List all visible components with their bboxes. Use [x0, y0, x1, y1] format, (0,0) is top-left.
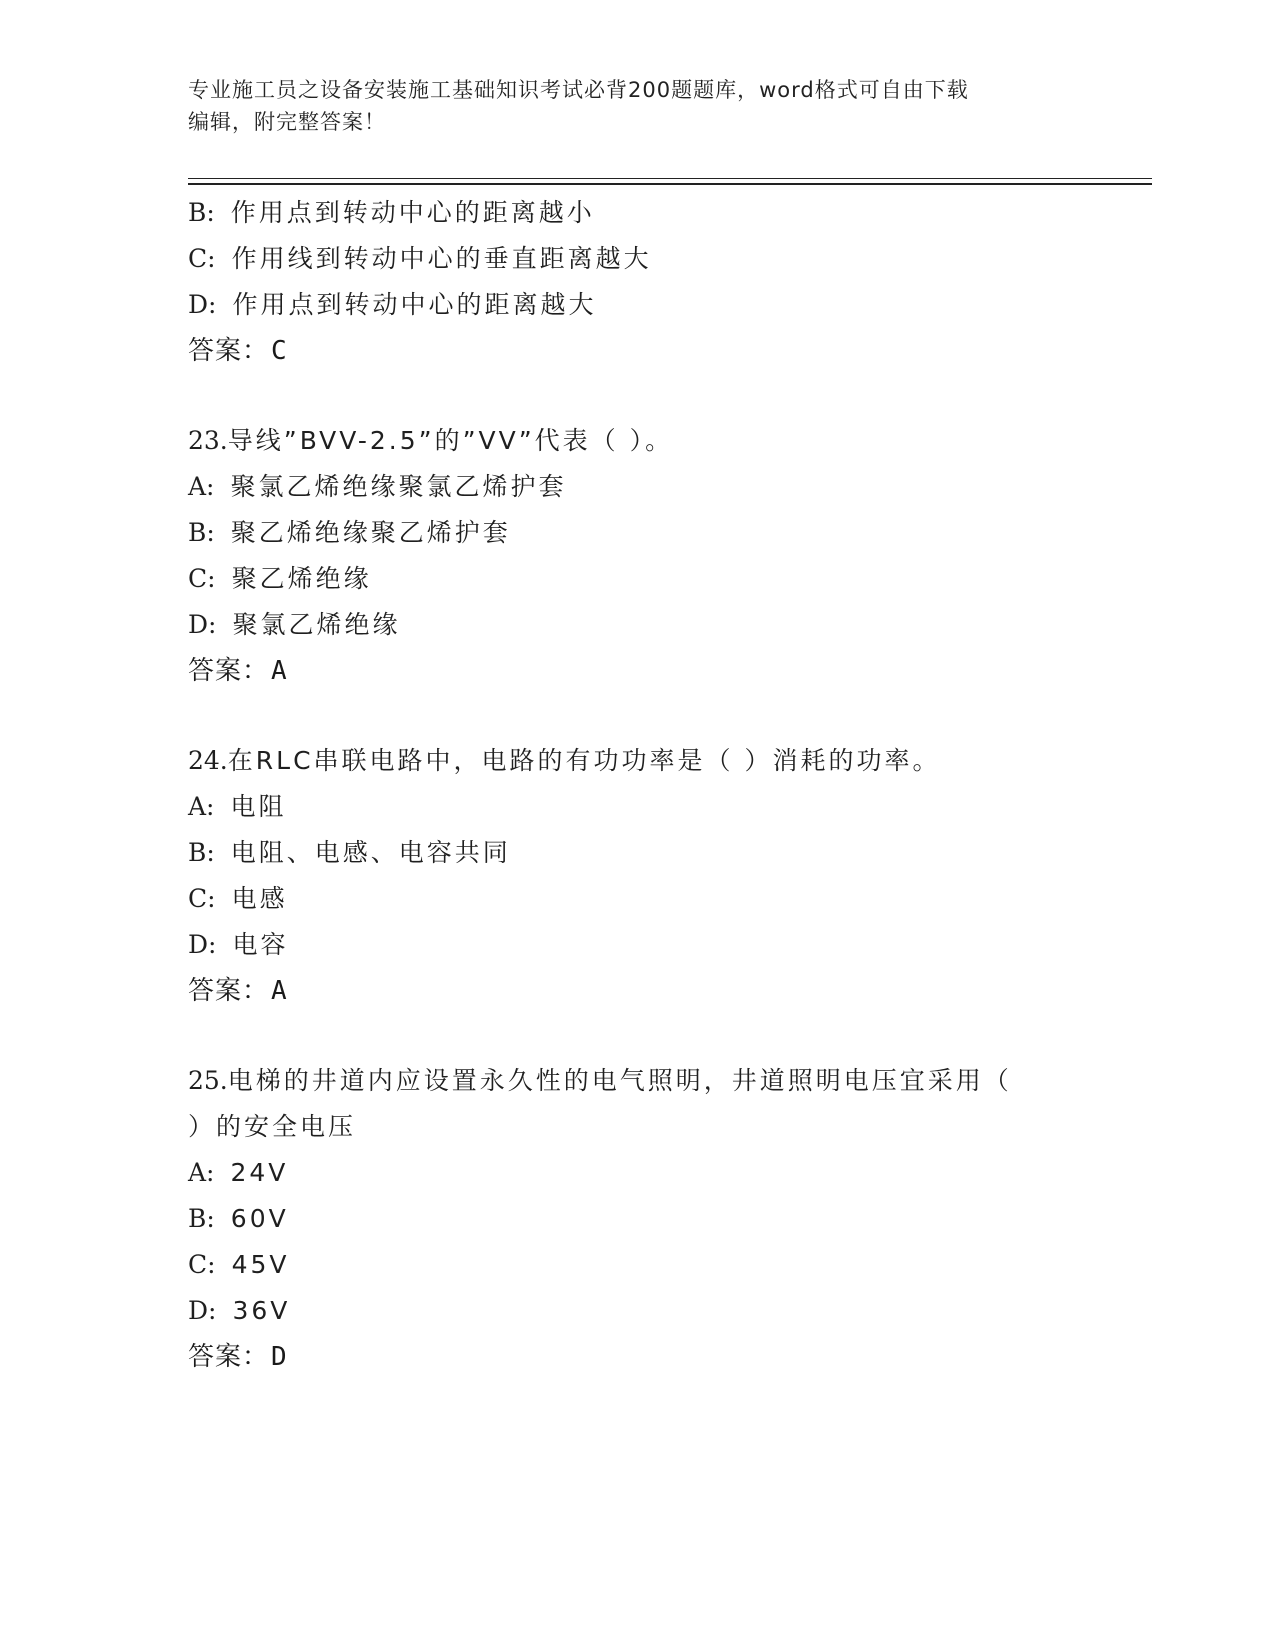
option-label: D:: [188, 290, 217, 319]
answer-value: A: [271, 976, 288, 1006]
question-text: [188, 738, 1148, 784]
option-b: [188, 510, 1148, 556]
answer-label: 答案：: [188, 1342, 270, 1372]
answer-line: [188, 648, 1148, 694]
question-text: [188, 1058, 1148, 1104]
option-text: 电容: [232, 930, 289, 959]
option-c: [188, 236, 1148, 282]
question-text-continued: ）的安全电压: [188, 1112, 357, 1141]
option-label: D:: [188, 930, 217, 959]
answer-value: D: [271, 1342, 288, 1372]
header-line-2: 编辑，附完整答案！: [188, 110, 386, 134]
question-25: [188, 1058, 1148, 1380]
option-a: [188, 784, 1148, 830]
spacer: [188, 694, 1148, 738]
option-label: B:: [188, 1204, 215, 1233]
option-d: [188, 282, 1148, 328]
question-number: 25.: [188, 1066, 228, 1095]
option-text: 45V: [231, 1250, 290, 1279]
option-d: [188, 602, 1148, 648]
option-text: 电阻: [230, 792, 287, 821]
option-text: 电感: [231, 884, 288, 913]
option-label: A:: [188, 472, 215, 501]
option-label: C:: [188, 244, 216, 273]
option-b: [188, 1196, 1148, 1242]
option-text: 作用线到转动中心的垂直距离越大: [231, 244, 652, 273]
answer-line: [188, 1334, 1148, 1380]
option-text: 作用点到转动中心的距离越小: [230, 198, 595, 227]
option-c: [188, 1242, 1148, 1288]
option-label: D:: [188, 610, 217, 639]
question-22-continued: [188, 190, 1148, 374]
option-b: [188, 190, 1148, 236]
answer-value: C: [271, 336, 288, 366]
option-label: A:: [188, 1158, 215, 1187]
question-number: 23.: [188, 426, 228, 455]
option-label: B:: [188, 198, 215, 227]
question-stem: 电梯的井道内应设置永久性的电气照明，井道照明电压宜采用（: [227, 1066, 1012, 1095]
option-label: B:: [188, 518, 215, 547]
document-header: [188, 74, 1088, 138]
option-label: D:: [188, 1296, 217, 1325]
option-text: 聚乙烯绝缘: [231, 564, 372, 593]
option-label: B:: [188, 838, 215, 867]
option-text: 聚乙烯绝缘聚乙烯护套: [230, 518, 511, 547]
spacer: [188, 374, 1148, 418]
option-d: [188, 922, 1148, 968]
answer-label: 答案：: [188, 336, 270, 366]
header-divider-thin: [188, 178, 1152, 179]
option-text: 36V: [232, 1296, 291, 1325]
answer-line: [188, 968, 1148, 1014]
answer-line: [188, 328, 1148, 374]
option-text: 聚氯乙烯绝缘: [232, 610, 401, 639]
question-23: [188, 418, 1148, 694]
option-label: C:: [188, 1250, 216, 1279]
question-number: 24.: [188, 746, 228, 775]
question-text: [188, 418, 1148, 464]
option-c: [188, 556, 1148, 602]
question-stem: 导线”BVV-2.5”的”VV”代表（ ）。: [227, 426, 674, 455]
question-24: [188, 738, 1148, 1014]
header-line-1: 专业施工员之设备安装施工基础知识考试必背200题题库，word格式可自由下载: [188, 78, 969, 102]
spacer: [188, 1014, 1148, 1058]
question-list: [188, 190, 1148, 1380]
option-text: 作用点到转动中心的距离越大: [232, 290, 597, 319]
answer-label: 答案：: [188, 656, 270, 686]
option-text: 24V: [230, 1158, 289, 1187]
option-label: C:: [188, 884, 216, 913]
question-stem: 在RLC串联电路中，电路的有功功率是（ ）消耗的功率。: [227, 746, 941, 775]
option-label: C:: [188, 564, 216, 593]
option-b: [188, 830, 1148, 876]
option-label: A:: [188, 792, 215, 821]
option-a: [188, 464, 1148, 510]
answer-label: 答案：: [188, 976, 270, 1006]
option-d: [188, 1288, 1148, 1334]
option-c: [188, 876, 1148, 922]
option-a: [188, 1150, 1148, 1196]
answer-value: A: [271, 656, 288, 686]
option-text: 电阻、电感、电容共同: [230, 838, 511, 867]
option-text: 60V: [230, 1204, 289, 1233]
header-divider-thick: [188, 183, 1152, 185]
option-text: 聚氯乙烯绝缘聚氯乙烯护套: [230, 472, 567, 501]
